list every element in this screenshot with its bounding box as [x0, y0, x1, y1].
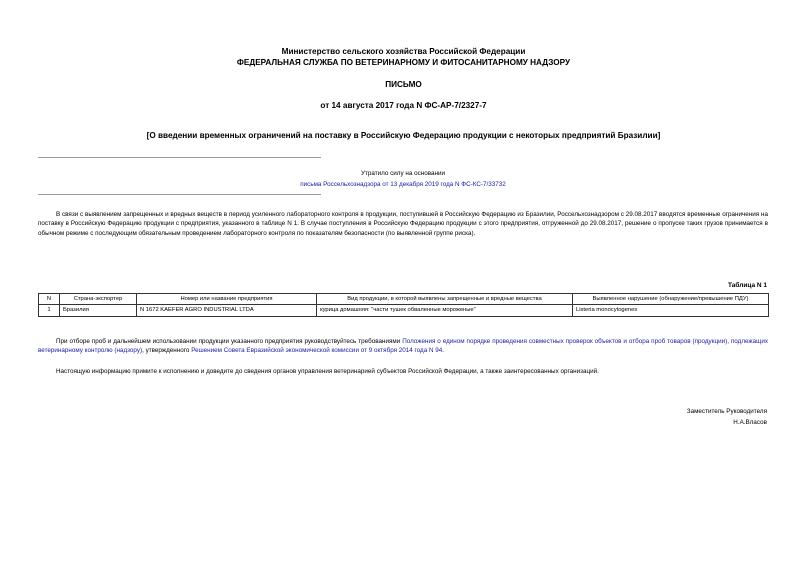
paragraph-3: Настоящую информацию примите к исполнению и доведите до сведения органов управления ветеринарией субъектов Российской Федерации, а также заинтересованных организаций.	[56, 368, 599, 375]
service-name: ФЕДЕРАЛЬНАЯ СЛУЖБА ПО ВЕТЕРИНАРНОМУ И ФИТОСАНИТАРНОМУ НАДЗОРУ	[236, 58, 571, 67]
table-header-cell: Страна-экспортер	[60, 294, 137, 305]
table-row	[39, 305, 769, 317]
table-cell: 1	[39, 305, 60, 317]
ministry-name: Министерство сельского хозяйства Российской Федерации	[281, 47, 526, 56]
paragraph-2	[38, 337, 768, 356]
table-caption: Таблица N 1	[727, 282, 767, 289]
table-header-row	[39, 294, 769, 305]
document-title: [О введении временных ограничений на поставку в Российскую Федерацию продукции с некоторых предприятий Бразилии]	[146, 131, 661, 140]
table-header-cell: Вид продукции, в которой выявлены запрещенные и вредные вещества	[317, 294, 573, 305]
regulation-link[interactable]: Положения о едином порядке проведения совместных проверок объектов и отбора проб товаров (продукции), подлежащих ветеринарному контролю (надзору)	[38, 338, 768, 355]
table-cell: Бразилия	[60, 305, 137, 317]
paragraph-2-text-end: .	[442, 347, 445, 355]
table-cell: N 1672 KAEFER AGRO INDUSTRIAL LTDA	[137, 305, 317, 317]
notice-link[interactable]: письма Россельхознадзора от 13 декабря 2019 года N ФС-КС-7/33732	[300, 181, 506, 188]
paragraph-1: В связи с выявлением запрещенных и вредных веществ в период усиленного лабораторного контроля в продукции, поступившей в Российскую Федерацию из Бразилии, Россельхознадзором с 29.08.2017 вводятся временные ограничения на поставку в Российскую Федерацию продукции с предприятия, указанного в таблице N 1. В случае поступления в Российскую Федерацию продукции с этого предприятия, отгруженной до 29.08.2017, решение о пропуске таких грузов принимается в обычном режиме с последующим обязательным проведением лабораторного контроля по показателям безопасности (по выявленной группе риска).	[38, 211, 768, 237]
document-date-number: от 14 августа 2017 года N ФС-АР-7/2327-7	[320, 101, 487, 110]
restrictions-table	[38, 293, 769, 317]
signature-name: Н.А.Власов	[733, 419, 767, 426]
divider-bottom	[38, 194, 321, 195]
divider-top	[38, 157, 321, 158]
paragraph-2-text-start: При отборе проб и дальнейшем использовании продукции указанного предприятия руководствуйтесь требованиями	[56, 338, 403, 345]
table-header-cell: N	[39, 294, 60, 305]
table-header-cell: Выявленное нарушение (обнаружение/превышение ПДУ)	[573, 294, 769, 305]
table-cell: Listeria monocytogenes	[573, 305, 769, 317]
notice-text: Утратило силу на основании	[360, 170, 446, 177]
table-cell: курица домашняя: "части тушек обваленные мороженые"	[317, 305, 573, 317]
document-type: ПИСЬМО	[385, 80, 422, 89]
table-header-cell: Номер или название предприятия	[137, 294, 317, 305]
paragraph-2-text-mid: , утвержденного	[142, 347, 192, 355]
decision-link[interactable]: Решением Совета Евразийской экономической комиссии от 9 октября 2014 года N 94	[191, 347, 443, 355]
signature-position: Заместитель Руководителя	[686, 408, 767, 415]
